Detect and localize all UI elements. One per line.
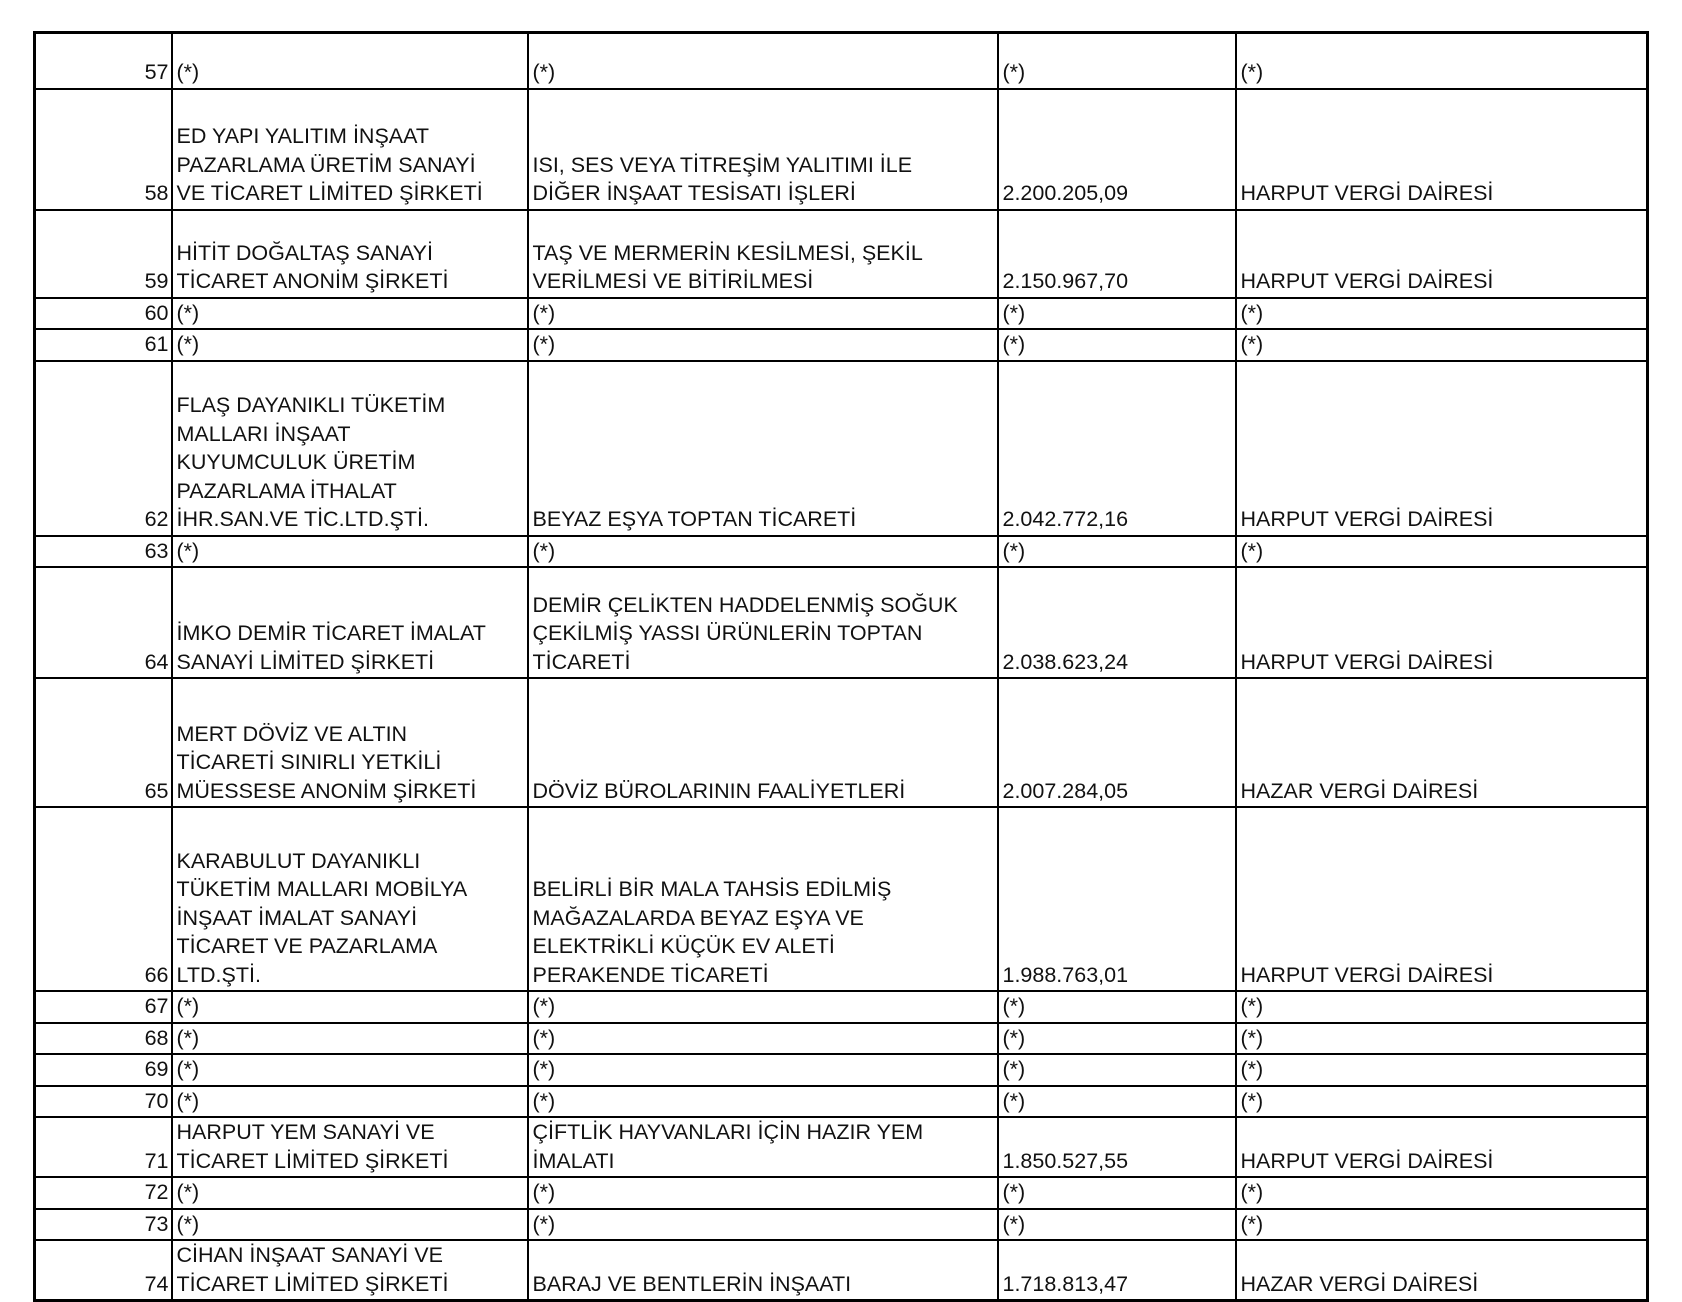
company-name-cell-text: ED YAPI YALITIM İNŞAAT PAZARLAMA ÜRETİM SANAYİ VE TİCARET LİMİTED ŞİRKETİ — [176, 124, 483, 205]
tax-office-cell — [1236, 89, 1648, 210]
amount-cell-text: (*) — [1002, 538, 1026, 563]
row-number-cell — [35, 1209, 172, 1241]
tax-office-cell — [1236, 1177, 1648, 1209]
row-number-cell-text: 62 — [144, 507, 169, 531]
row-number-cell-text: 67 — [144, 994, 169, 1018]
table-row — [35, 1023, 1648, 1055]
company-name-cell — [172, 1209, 528, 1241]
activity-cell-text: (*) — [532, 538, 556, 563]
activity-cell-text: BELİRLİ BİR MALA TAHSİS EDİLMİŞ MAĞAZALARDA BEYAZ EŞYA VE ELEKTRİKLİ KÜÇÜK EV ALETİ PERAKENDE TİCARETİ — [532, 877, 892, 987]
table-row — [35, 1054, 1648, 1086]
amount-cell-text: 1.718.813,47 — [1002, 1271, 1129, 1296]
row-number-cell-text: 59 — [144, 269, 169, 293]
company-name-cell-text: (*) — [176, 994, 200, 1018]
activity-cell — [528, 361, 998, 536]
company-name-cell-text: (*) — [176, 332, 200, 356]
amount-cell-text: (*) — [1002, 994, 1026, 1018]
activity-cell — [528, 1086, 998, 1118]
amount-cell-text: 1.988.763,01 — [1002, 962, 1129, 987]
table-row — [35, 298, 1648, 330]
tax-office-cell — [1236, 33, 1648, 89]
table-row — [35, 678, 1648, 807]
company-name-cell-text: (*) — [176, 1025, 200, 1050]
tax-office-cell-text: HAZAR VERGİ DAİRESİ — [1240, 778, 1479, 803]
activity-cell-text: DEMİR ÇELİKTEN HADDELENMİŞ SOĞUK ÇEKİLMİŞ YASSI ÜRÜNLERİN TOPTAN TİCARETİ — [532, 592, 958, 674]
activity-cell — [528, 298, 998, 330]
company-name-cell-text: (*) — [176, 1180, 200, 1204]
activity-cell-text: (*) — [532, 1088, 556, 1113]
company-name-cell — [172, 329, 528, 361]
table-row — [35, 1240, 1648, 1301]
company-name-cell — [172, 567, 528, 678]
activity-cell — [528, 329, 998, 361]
row-number-cell — [35, 567, 172, 678]
amount-cell-text: (*) — [1002, 1211, 1026, 1236]
amount-cell — [998, 33, 1236, 89]
activity-cell-text: BEYAZ EŞYA TOPTAN TİCARETİ — [532, 507, 857, 531]
activity-cell — [528, 1023, 998, 1055]
row-number-cell — [35, 329, 172, 361]
table-row — [35, 991, 1648, 1023]
amount-cell — [998, 1023, 1236, 1055]
table-row — [35, 33, 1648, 89]
activity-cell-text: (*) — [532, 1211, 556, 1236]
activity-cell-text: (*) — [532, 1025, 556, 1050]
activity-cell-text: ISI, SES VEYA TİTREŞİM YALITIMI İLE DİĞER İNŞAAT TESİSATI İŞLERİ — [532, 152, 913, 205]
company-name-cell-text: (*) — [176, 538, 200, 563]
company-name-cell — [172, 1240, 528, 1301]
activity-cell-text: (*) — [532, 300, 556, 325]
amount-cell — [998, 89, 1236, 210]
amount-cell — [998, 1054, 1236, 1086]
table-row — [35, 536, 1648, 568]
table-row — [35, 1177, 1648, 1209]
row-number-cell — [35, 991, 172, 1023]
tax-office-cell — [1236, 1240, 1648, 1301]
row-number-cell — [35, 33, 172, 89]
company-name-cell — [172, 1177, 528, 1209]
row-number-cell-text: 73 — [144, 1211, 169, 1236]
company-name-cell-text: FLAŞ DAYANIKLI TÜKETİM MALLARI İNŞAAT KUYUMCULUK ÜRETİM PAZARLAMA İTHALAT İHR.SAN.VE TİC.LTD.ŞTİ. — [176, 393, 446, 531]
row-number-cell-text: 68 — [144, 1025, 169, 1050]
row-number-cell-text: 70 — [144, 1088, 169, 1113]
activity-cell-text: TAŞ VE MERMERİN KESİLMESİ, ŞEKİL VERİLMESİ VE BİTİRİLMESİ — [532, 240, 923, 293]
row-number-cell-text: 58 — [144, 181, 169, 205]
tax-office-cell — [1236, 361, 1648, 536]
amount-cell-text: (*) — [1002, 332, 1026, 356]
company-name-cell-text: (*) — [176, 60, 200, 84]
tax-office-cell-text: HARPUT VERGİ DAİRESİ — [1240, 1148, 1494, 1173]
tax-office-cell — [1236, 678, 1648, 807]
tax-office-cell-text: (*) — [1240, 1180, 1264, 1204]
amount-cell — [998, 536, 1236, 568]
tax-office-cell — [1236, 1209, 1648, 1241]
tax-office-cell — [1236, 329, 1648, 361]
row-number-cell-text: 71 — [144, 1148, 169, 1173]
amount-cell-text: 2.150.967,70 — [1002, 269, 1129, 293]
company-name-cell — [172, 1054, 528, 1086]
activity-cell-text: (*) — [532, 994, 556, 1018]
amount-cell — [998, 991, 1236, 1023]
row-number-cell — [35, 1023, 172, 1055]
company-name-cell — [172, 1086, 528, 1118]
table-row — [35, 361, 1648, 536]
activity-cell — [528, 567, 998, 678]
row-number-cell — [35, 678, 172, 807]
activity-cell-text: DÖVİZ BÜROLARININ FAALİYETLERİ — [532, 778, 906, 803]
amount-cell — [998, 210, 1236, 298]
row-number-cell-text: 74 — [144, 1271, 169, 1296]
company-name-cell — [172, 210, 528, 298]
taxpayer-list-table — [33, 31, 1649, 1302]
activity-cell — [528, 89, 998, 210]
company-name-cell-text: (*) — [176, 1057, 200, 1081]
company-name-cell-text: KARABULUT DAYANIKLI TÜKETİM MALLARI MOBİLYA İNŞAAT İMALAT SANAYİ TİCARET VE PAZARLAMA LTD.ŞTİ. — [176, 848, 468, 987]
row-number-cell-text: 64 — [144, 649, 169, 674]
company-name-cell — [172, 298, 528, 330]
row-number-cell — [35, 1240, 172, 1301]
activity-cell — [528, 1240, 998, 1301]
activity-cell — [528, 1177, 998, 1209]
amount-cell — [998, 807, 1236, 991]
amount-cell — [998, 1117, 1236, 1177]
row-number-cell-text: 57 — [144, 60, 169, 84]
row-number-cell — [35, 1117, 172, 1177]
tax-office-cell — [1236, 567, 1648, 678]
row-number-cell — [35, 1086, 172, 1118]
activity-cell-text: ÇİFTLİK HAYVANLARI İÇİN HAZIR YEM İMALATI — [532, 1120, 924, 1173]
amount-cell — [998, 1240, 1236, 1301]
tax-office-cell — [1236, 991, 1648, 1023]
activity-cell — [528, 1117, 998, 1177]
table-row — [35, 329, 1648, 361]
activity-cell — [528, 33, 998, 89]
tax-office-cell-text: HARPUT VERGİ DAİRESİ — [1240, 507, 1494, 531]
amount-cell — [998, 1086, 1236, 1118]
row-number-cell — [35, 807, 172, 991]
tax-office-cell-text: (*) — [1240, 60, 1264, 84]
company-name-cell — [172, 33, 528, 89]
company-name-cell-text: CİHAN İNŞAAT SANAYİ VE TİCARET LİMİTED ŞİRKETİ — [176, 1243, 449, 1296]
amount-cell-text: (*) — [1002, 1057, 1026, 1081]
tax-office-cell — [1236, 1086, 1648, 1118]
amount-cell — [998, 1177, 1236, 1209]
row-number-cell-text: 61 — [144, 332, 169, 356]
activity-cell — [528, 536, 998, 568]
row-number-cell-text: 66 — [144, 962, 169, 987]
tax-office-cell-text: HARPUT VERGİ DAİRESİ — [1240, 181, 1494, 205]
table-body — [35, 33, 1648, 1301]
row-number-cell — [35, 1054, 172, 1086]
activity-cell — [528, 1054, 998, 1086]
amount-cell — [998, 329, 1236, 361]
tax-office-cell — [1236, 1023, 1648, 1055]
tax-office-cell-text: (*) — [1240, 538, 1264, 563]
tax-office-cell — [1236, 536, 1648, 568]
amount-cell-text: 1.850.527,55 — [1002, 1148, 1129, 1173]
tax-office-cell-text: (*) — [1240, 994, 1264, 1018]
amount-cell-text: (*) — [1002, 1088, 1026, 1113]
company-name-cell-text: HARPUT YEM SANAYİ VE TİCARET LİMİTED ŞİRKETİ — [176, 1120, 449, 1173]
table-row — [35, 567, 1648, 678]
activity-cell — [528, 1209, 998, 1241]
row-number-cell — [35, 1177, 172, 1209]
amount-cell — [998, 567, 1236, 678]
table-row — [35, 1117, 1648, 1177]
amount-cell — [998, 298, 1236, 330]
tax-office-cell-text: HARPUT VERGİ DAİRESİ — [1240, 962, 1494, 987]
amount-cell — [998, 678, 1236, 807]
company-name-cell — [172, 991, 528, 1023]
company-name-cell-text: HİTİT DOĞALTAŞ SANAYİ TİCARET ANONİM ŞİRKETİ — [176, 240, 449, 293]
table-row — [35, 210, 1648, 298]
company-name-cell — [172, 807, 528, 991]
activity-cell-text: (*) — [532, 60, 556, 84]
amount-cell — [998, 1209, 1236, 1241]
company-name-cell-text: İMKO DEMİR TİCARET İMALAT SANAYİ LİMİTED ŞİRKETİ — [176, 621, 486, 674]
row-number-cell — [35, 298, 172, 330]
activity-cell-text: (*) — [532, 1180, 556, 1204]
row-number-cell — [35, 361, 172, 536]
table-row — [35, 89, 1648, 210]
activity-cell — [528, 991, 998, 1023]
row-number-cell-text: 69 — [144, 1057, 169, 1081]
company-name-cell — [172, 361, 528, 536]
amount-cell-text: (*) — [1002, 300, 1026, 325]
tax-office-cell-text: (*) — [1240, 332, 1264, 356]
amount-cell-text: (*) — [1002, 1025, 1026, 1050]
company-name-cell-text: (*) — [176, 1211, 200, 1236]
amount-cell-text: 2.038.623,24 — [1002, 649, 1129, 674]
company-name-cell — [172, 1023, 528, 1055]
table-row — [35, 807, 1648, 991]
company-name-cell-text: (*) — [176, 1088, 200, 1113]
activity-cell-text: (*) — [532, 332, 556, 356]
company-name-cell-text: MERT DÖVİZ VE ALTIN TİCARETİ SINIRLI YETKİLİ MÜESSESE ANONİM ŞİRKETİ — [176, 721, 477, 803]
amount-cell-text: 2.007.284,05 — [1002, 778, 1129, 803]
tax-office-cell-text: (*) — [1240, 1025, 1264, 1050]
activity-cell — [528, 210, 998, 298]
company-name-cell-text: (*) — [176, 300, 200, 325]
tax-office-cell — [1236, 1117, 1648, 1177]
row-number-cell — [35, 210, 172, 298]
tax-office-cell-text: (*) — [1240, 1057, 1264, 1081]
tax-office-cell — [1236, 298, 1648, 330]
amount-cell — [998, 361, 1236, 536]
table-row — [35, 1209, 1648, 1241]
row-number-cell — [35, 89, 172, 210]
company-name-cell — [172, 1117, 528, 1177]
tax-office-cell-text: HARPUT VERGİ DAİRESİ — [1240, 649, 1494, 674]
row-number-cell-text: 63 — [144, 538, 169, 563]
activity-cell — [528, 678, 998, 807]
tax-office-cell-text: HARPUT VERGİ DAİRESİ — [1240, 269, 1494, 293]
amount-cell-text: 2.042.772,16 — [1002, 507, 1129, 531]
table-row — [35, 1086, 1648, 1118]
amount-cell-text: (*) — [1002, 60, 1026, 84]
amount-cell-text: (*) — [1002, 1180, 1026, 1204]
tax-office-cell-text: (*) — [1240, 300, 1264, 325]
tax-office-cell — [1236, 807, 1648, 991]
company-name-cell — [172, 536, 528, 568]
row-number-cell-text: 60 — [144, 300, 169, 325]
row-number-cell-text: 65 — [144, 778, 169, 803]
tax-office-cell-text: (*) — [1240, 1211, 1264, 1236]
activity-cell — [528, 807, 998, 991]
amount-cell-text: 2.200.205,09 — [1002, 181, 1129, 205]
tax-office-cell — [1236, 210, 1648, 298]
company-name-cell — [172, 678, 528, 807]
tax-office-cell — [1236, 1054, 1648, 1086]
row-number-cell — [35, 536, 172, 568]
activity-cell-text: BARAJ VE BENTLERİN İNŞAATI — [532, 1271, 852, 1296]
tax-office-cell-text: (*) — [1240, 1088, 1264, 1113]
activity-cell-text: (*) — [532, 1057, 556, 1081]
row-number-cell-text: 72 — [144, 1180, 169, 1204]
tax-office-cell-text: HAZAR VERGİ DAİRESİ — [1240, 1271, 1479, 1296]
company-name-cell — [172, 89, 528, 210]
